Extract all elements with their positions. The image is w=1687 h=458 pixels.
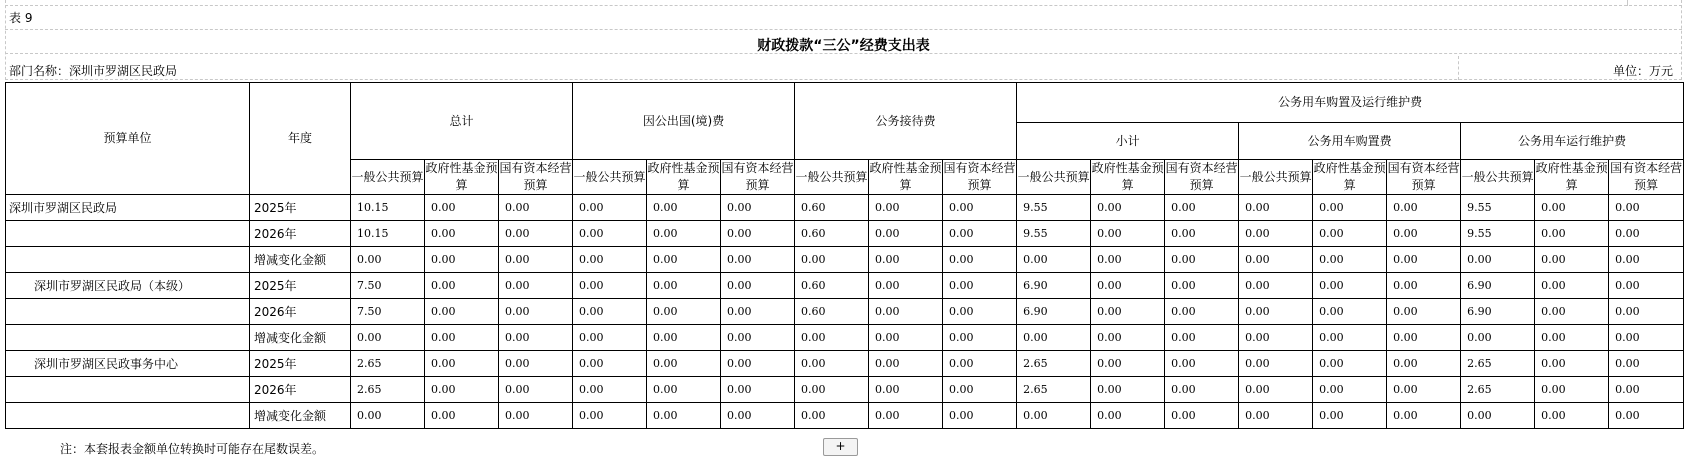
amount-cell: 0.00 (869, 221, 943, 247)
amount-cell: 0.00 (1091, 325, 1165, 351)
amount-cell: 0.00 (1387, 195, 1461, 221)
amount-cell: 9.55 (1017, 195, 1091, 221)
table-row (6, 351, 1684, 377)
amount-cell: 9.55 (1461, 221, 1535, 247)
amount-cell: 0.00 (1165, 351, 1239, 377)
amount-cell: 2.65 (1017, 377, 1091, 403)
amount-cell: 0.00 (573, 299, 647, 325)
expenditure-table (5, 82, 1684, 429)
amount-cell: 2.65 (1461, 351, 1535, 377)
amount-cell: 0.00 (869, 247, 943, 273)
header-vehicle: 公务用车购置及运行维护费 (1017, 83, 1684, 123)
amount-cell: 0.00 (1535, 351, 1609, 377)
header-travel: 因公出国(境)费 (573, 83, 795, 160)
page-title: 财政拨款“三公”经费支出表 (757, 38, 930, 54)
amount-cell: 0.00 (795, 351, 869, 377)
amount-cell: 0.00 (1609, 273, 1684, 299)
amount-cell: 0.00 (1239, 299, 1313, 325)
amount-cell: 0.00 (721, 299, 795, 325)
page-guide (5, 5, 1682, 6)
amount-cell: 0.00 (647, 403, 721, 429)
header-sub-budget-type: 政府性基金预算 (869, 160, 943, 195)
amount-cell: 0.00 (869, 273, 943, 299)
amount-cell: 0.60 (795, 299, 869, 325)
amount-cell: 0.60 (795, 195, 869, 221)
header-sub-budget-type: 一般公共预算 (1017, 160, 1091, 195)
amount-cell: 0.00 (425, 325, 499, 351)
amount-cell: 0.00 (721, 403, 795, 429)
amount-cell: 0.00 (425, 247, 499, 273)
amount-cell: 0.00 (1609, 299, 1684, 325)
amount-cell: 0.00 (1239, 325, 1313, 351)
amount-cell: 0.00 (721, 195, 795, 221)
amount-cell: 0.00 (499, 377, 573, 403)
amount-cell: 0.00 (1165, 247, 1239, 273)
table-row (6, 247, 1684, 273)
table-row (6, 299, 1684, 325)
amount-cell: 0.00 (1609, 221, 1684, 247)
header-sub-budget-type: 国有资本经营预算 (721, 160, 795, 195)
header-sub-budget-type: 国有资本经营预算 (943, 160, 1017, 195)
header-sub-budget-type: 一般公共预算 (573, 160, 647, 195)
amount-cell: 0.00 (1313, 377, 1387, 403)
header-sub-budget-type: 一般公共预算 (795, 160, 869, 195)
budget-unit-cell (6, 403, 250, 429)
amount-cell: 0.60 (795, 221, 869, 247)
header-sub-budget-type: 国有资本经营预算 (1387, 160, 1461, 195)
amount-cell: 0.60 (795, 273, 869, 299)
amount-cell: 0.00 (499, 351, 573, 377)
amount-cell: 0.00 (1165, 299, 1239, 325)
amount-cell: 7.50 (351, 299, 425, 325)
page-guide (5, 29, 1682, 30)
amount-cell: 0.00 (499, 273, 573, 299)
amount-cell: 0.00 (1313, 351, 1387, 377)
budget-unit-cell: 深圳市罗湖区民政事务中心 (6, 351, 250, 377)
amount-cell: 0.00 (573, 195, 647, 221)
amount-cell: 0.00 (1239, 195, 1313, 221)
header-sub-budget-type: 国有资本经营预算 (1609, 160, 1684, 195)
amount-cell: 0.00 (1091, 377, 1165, 403)
amount-cell: 0.00 (1091, 299, 1165, 325)
amount-cell: 6.90 (1461, 273, 1535, 299)
amount-cell: 0.00 (1609, 325, 1684, 351)
budget-unit-cell: 深圳市罗湖区民政局 (6, 195, 250, 221)
table-row (6, 221, 1684, 247)
page-guide (1627, 0, 1628, 6)
amount-cell: 0.00 (1313, 299, 1387, 325)
amount-cell: 0.00 (647, 299, 721, 325)
header-year: 年度 (250, 83, 351, 195)
amount-cell: 0.00 (721, 221, 795, 247)
header-sub-budget-type: 政府性基金预算 (647, 160, 721, 195)
amount-cell: 0.00 (499, 221, 573, 247)
header-sub-budget-type: 一般公共预算 (1239, 160, 1313, 195)
unit-divider (1458, 56, 1459, 80)
amount-cell: 2.65 (351, 377, 425, 403)
amount-cell: 0.00 (1017, 403, 1091, 429)
amount-cell: 0.00 (943, 273, 1017, 299)
amount-cell: 0.00 (1535, 195, 1609, 221)
amount-cell: 0.00 (1535, 377, 1609, 403)
amount-cell: 0.00 (869, 403, 943, 429)
year-cell: 2026年 (250, 299, 351, 325)
amount-cell: 0.00 (425, 221, 499, 247)
amount-cell: 0.00 (1387, 221, 1461, 247)
amount-cell: 0.00 (1239, 221, 1313, 247)
amount-cell: 9.55 (1017, 221, 1091, 247)
header-sub-budget-type: 一般公共预算 (351, 160, 425, 195)
budget-unit-cell: 深圳市罗湖区民政局（本级） (6, 273, 250, 299)
amount-cell: 0.00 (721, 247, 795, 273)
amount-cell: 0.00 (1165, 195, 1239, 221)
amount-cell: 0.00 (351, 403, 425, 429)
header-sub-budget-type: 政府性基金预算 (1091, 160, 1165, 195)
amount-cell: 0.00 (1017, 325, 1091, 351)
amount-cell: 0.00 (1609, 403, 1684, 429)
amount-cell: 0.00 (647, 247, 721, 273)
amount-cell: 6.90 (1017, 299, 1091, 325)
amount-cell: 0.00 (573, 273, 647, 299)
amount-cell: 0.00 (1535, 221, 1609, 247)
amount-cell: 0.00 (869, 195, 943, 221)
amount-cell: 0.00 (1535, 273, 1609, 299)
amount-cell: 0.00 (869, 325, 943, 351)
amount-cell: 0.00 (1165, 325, 1239, 351)
header-vehicle-operation: 公务用车运行维护费 (1461, 123, 1684, 160)
amount-cell: 0.00 (1239, 403, 1313, 429)
amount-cell: 0.00 (647, 273, 721, 299)
amount-cell: 0.00 (499, 403, 573, 429)
header-sub-budget-type: 政府性基金预算 (1535, 160, 1609, 195)
amount-cell: 0.00 (1387, 273, 1461, 299)
amount-cell: 0.00 (1017, 247, 1091, 273)
amount-cell: 0.00 (1165, 403, 1239, 429)
year-cell: 2025年 (250, 273, 351, 299)
header-sub-budget-type: 一般公共预算 (1461, 160, 1535, 195)
amount-cell: 0.00 (573, 247, 647, 273)
amount-cell: 0.00 (425, 273, 499, 299)
budget-unit-cell (6, 325, 250, 351)
amount-cell: 0.00 (647, 351, 721, 377)
year-cell: 增减变化金额 (250, 403, 351, 429)
amount-cell: 0.00 (1165, 273, 1239, 299)
amount-cell: 0.00 (1535, 299, 1609, 325)
amount-cell: 0.00 (1387, 377, 1461, 403)
amount-cell: 0.00 (1387, 325, 1461, 351)
amount-cell: 0.00 (647, 221, 721, 247)
budget-unit-cell (6, 247, 250, 273)
amount-cell: 0.00 (647, 377, 721, 403)
amount-cell: 10.15 (351, 221, 425, 247)
amount-cell: 0.00 (425, 195, 499, 221)
amount-cell: 0.00 (573, 351, 647, 377)
amount-cell: 0.00 (943, 221, 1017, 247)
amount-cell: 0.00 (1239, 273, 1313, 299)
table-label: 表 9 (9, 11, 33, 25)
amount-cell: 2.65 (1461, 377, 1535, 403)
amount-cell: 0.00 (795, 377, 869, 403)
amount-cell: 0.00 (869, 299, 943, 325)
year-cell: 2026年 (250, 221, 351, 247)
budget-unit-cell (6, 299, 250, 325)
amount-cell: 0.00 (1609, 195, 1684, 221)
amount-cell: 0.00 (647, 325, 721, 351)
amount-cell: 0.00 (1239, 351, 1313, 377)
page-guide (5, 79, 1682, 80)
amount-cell: 0.00 (721, 325, 795, 351)
header-sub-budget-type: 政府性基金预算 (1313, 160, 1387, 195)
amount-cell: 0.00 (1091, 351, 1165, 377)
amount-cell: 0.00 (1313, 195, 1387, 221)
amount-cell: 2.65 (351, 351, 425, 377)
amount-cell: 0.00 (721, 273, 795, 299)
amount-cell: 0.00 (1535, 325, 1609, 351)
amount-cell: 7.50 (351, 273, 425, 299)
amount-cell: 0.00 (869, 351, 943, 377)
amount-cell: 0.00 (1091, 221, 1165, 247)
amount-cell: 0.00 (1387, 247, 1461, 273)
amount-cell: 0.00 (795, 403, 869, 429)
amount-cell: 0.00 (573, 221, 647, 247)
expand-button[interactable]: + (823, 438, 858, 456)
amount-cell: 0.00 (943, 377, 1017, 403)
amount-cell: 0.00 (721, 351, 795, 377)
header-subtotal: 小计 (1017, 123, 1239, 160)
amount-cell: 0.00 (869, 377, 943, 403)
unit-label: 单位：万元 (1612, 64, 1673, 78)
header-reception: 公务接待费 (795, 83, 1017, 160)
amount-cell: 0.00 (943, 403, 1017, 429)
table-row (6, 403, 1684, 429)
amount-cell: 0.00 (1165, 221, 1239, 247)
amount-cell: 0.00 (1165, 377, 1239, 403)
amount-cell: 2.65 (1017, 351, 1091, 377)
header-sub-budget-type: 国有资本经营预算 (1165, 160, 1239, 195)
amount-cell: 0.00 (351, 325, 425, 351)
amount-cell: 0.00 (1461, 247, 1535, 273)
amount-cell: 0.00 (499, 195, 573, 221)
table-row (6, 325, 1684, 351)
amount-cell: 6.90 (1461, 299, 1535, 325)
amount-cell: 9.55 (1461, 195, 1535, 221)
amount-cell: 0.00 (943, 247, 1017, 273)
amount-cell: 0.00 (1609, 351, 1684, 377)
header-vehicle-purchase: 公务用车购置费 (1239, 123, 1461, 160)
amount-cell: 0.00 (573, 325, 647, 351)
header-total: 总计 (351, 83, 573, 160)
amount-cell: 0.00 (1313, 325, 1387, 351)
amount-cell: 0.00 (943, 351, 1017, 377)
amount-cell: 0.00 (499, 299, 573, 325)
amount-cell: 0.00 (1091, 195, 1165, 221)
amount-cell: 0.00 (425, 403, 499, 429)
amount-cell: 0.00 (425, 377, 499, 403)
amount-cell: 0.00 (1091, 403, 1165, 429)
table-row (6, 195, 1684, 221)
amount-cell: 0.00 (721, 377, 795, 403)
amount-cell: 0.00 (1313, 247, 1387, 273)
year-cell: 2026年 (250, 377, 351, 403)
amount-cell: 0.00 (943, 325, 1017, 351)
amount-cell: 0.00 (573, 377, 647, 403)
amount-cell: 0.00 (425, 299, 499, 325)
amount-cell: 0.00 (1239, 377, 1313, 403)
amount-cell: 0.00 (943, 299, 1017, 325)
amount-cell: 0.00 (573, 403, 647, 429)
amount-cell: 0.00 (499, 247, 573, 273)
amount-cell: 0.00 (1535, 403, 1609, 429)
header-sub-budget-type: 政府性基金预算 (425, 160, 499, 195)
amount-cell: 0.00 (1387, 299, 1461, 325)
amount-cell: 0.00 (1313, 403, 1387, 429)
amount-cell: 0.00 (1461, 325, 1535, 351)
amount-cell: 10.15 (351, 195, 425, 221)
amount-cell: 0.00 (1609, 247, 1684, 273)
header-budget-unit: 预算单位 (6, 83, 250, 195)
amount-cell: 0.00 (1461, 403, 1535, 429)
amount-cell: 0.00 (1091, 247, 1165, 273)
table-row (6, 273, 1684, 299)
amount-cell: 0.00 (425, 351, 499, 377)
department-name: 部门名称：深圳市罗湖区民政局 (9, 64, 178, 78)
year-cell: 2025年 (250, 195, 351, 221)
budget-unit-cell (6, 221, 250, 247)
budget-unit-cell (6, 377, 250, 403)
amount-cell: 0.00 (1387, 351, 1461, 377)
year-cell: 2025年 (250, 351, 351, 377)
amount-cell: 0.00 (499, 325, 573, 351)
amount-cell: 0.00 (1609, 377, 1684, 403)
amount-cell: 0.00 (795, 325, 869, 351)
year-cell: 增减变化金额 (250, 325, 351, 351)
amount-cell: 0.00 (1091, 273, 1165, 299)
footnote: 注：本套报表金额单位转换时可能存在尾数误差。 (60, 442, 325, 456)
amount-cell: 0.00 (1387, 403, 1461, 429)
amount-cell: 0.00 (351, 247, 425, 273)
amount-cell: 0.00 (1313, 221, 1387, 247)
amount-cell: 0.00 (943, 195, 1017, 221)
amount-cell: 0.00 (795, 247, 869, 273)
amount-cell: 0.00 (1313, 273, 1387, 299)
amount-cell: 0.00 (1239, 247, 1313, 273)
year-cell: 增减变化金额 (250, 247, 351, 273)
header-sub-budget-type: 国有资本经营预算 (499, 160, 573, 195)
amount-cell: 0.00 (647, 195, 721, 221)
amount-cell: 6.90 (1017, 273, 1091, 299)
amount-cell: 0.00 (1535, 247, 1609, 273)
table-row (6, 377, 1684, 403)
